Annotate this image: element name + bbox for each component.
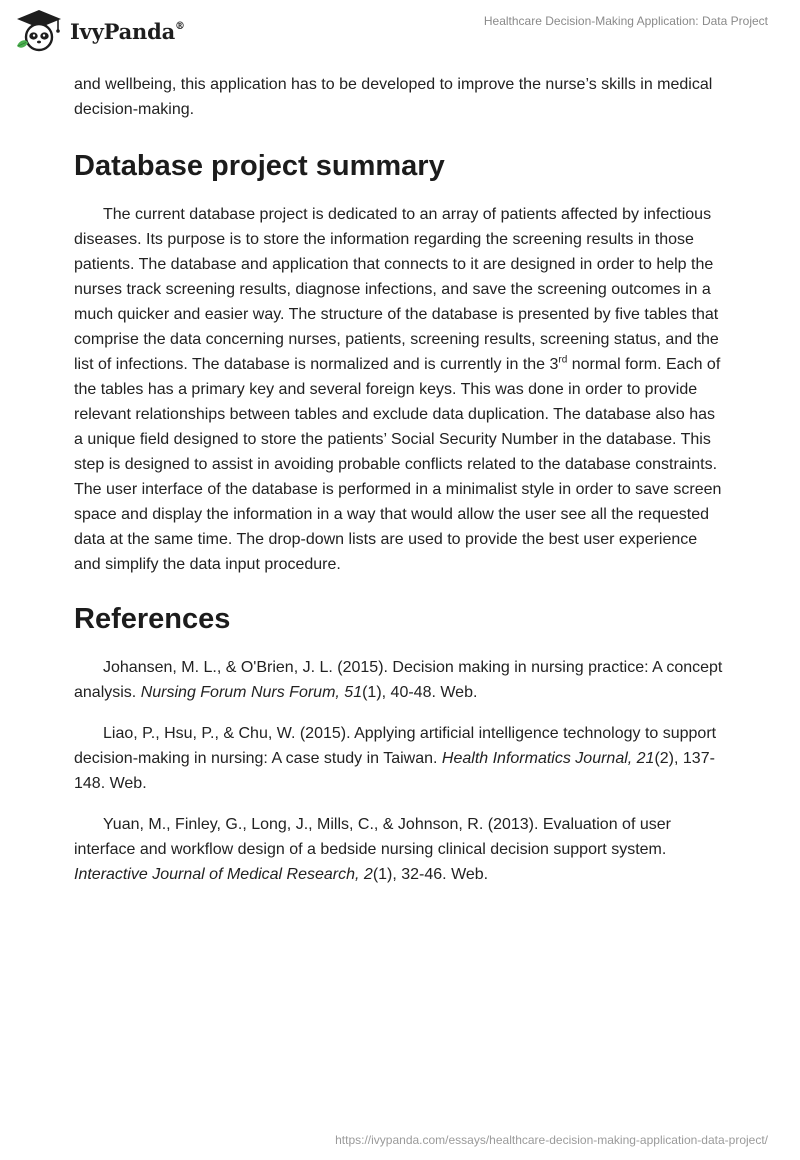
reference-journal: Nursing Forum Nurs Forum, 51 (140, 684, 363, 701)
brand-name: IvyPanda® (70, 18, 185, 44)
reference-journal: Interactive Journal of Medical Research, 2 (74, 866, 373, 883)
ordinal-suffix: rd (558, 354, 568, 366)
reference-item: Johansen, M. L., & O'Brien, J. L. (2015). Decision making in nursing practice: A concept analysis. Nursing Forum Nurs Forum, 51(1), 40-48. Web. (74, 659, 723, 701)
summary-text-part2: normal form. Each of the tables has a primary key and several foreign keys. This was done in order to provide relevant relationships between tables and exclude data duplication. The database also has a unique field designed to store the patients’ Social Security Number in the database. This step is designed to assist in avoiding probable conflicts related to the database constraints. The user interface of the database is performed in a minimalist style in order to save screen space and display the information in a way that would allow the user see all the requested data at the same time. The drop-down lists are used to provide the best user experience and simplify the data input procedure. (74, 356, 722, 573)
ivypanda-logo[interactable] (14, 8, 185, 54)
summary-paragraph (74, 202, 724, 577)
page-header (0, 0, 800, 70)
summary-heading: Database project summary (74, 150, 445, 182)
reference-item: Liao, P., Hsu, P., & Chu, W. (2015). Applying artificial intelligence technology to support decision-making in nursing: A case study in Taiwan. Health Informatics Journal, 21(2), 137-148. Web. (74, 725, 717, 792)
intro-paragraph: and wellbeing, this application has to be developed to improve the nurse’s skills in medical decision-making. (74, 76, 713, 118)
panda-icon (14, 8, 64, 54)
registered-mark: ® (175, 20, 185, 32)
source-url-link[interactable]: https://ivypanda.com/essays/healthcare-decision-making-application-data-project/ (335, 1133, 768, 1147)
article-body (74, 72, 724, 903)
reference-journal: Health Informatics Journal, 21 (441, 750, 655, 767)
summary-text-part1: The current database project is dedicated to an array of patients affected by infectious diseases. Its purpose is to store the information regarding the screening results in those patients. The database and application that connects to it are designed in order to help the nurses track screening results, diagnose infections, and save the screening outcomes in a much quicker and easier way. The structure of the database is presented by five tables that comprise the data concerning nurses, patients, screening results, screening status, and the list of infections. The database is normalized and is currently in the 3 (74, 206, 719, 373)
document-title: Healthcare Decision-Making Application: Data Project (483, 14, 768, 28)
references-heading: References (74, 603, 231, 635)
reference-item: Yuan, M., Finley, G., Long, J., Mills, C., & Johnson, R. (2013). Evaluation of user interface and workflow design of a bedside nursing clinical decision support system. Interactive Journal of Medical Research, 2(1), 32-46. Web. (74, 816, 671, 883)
